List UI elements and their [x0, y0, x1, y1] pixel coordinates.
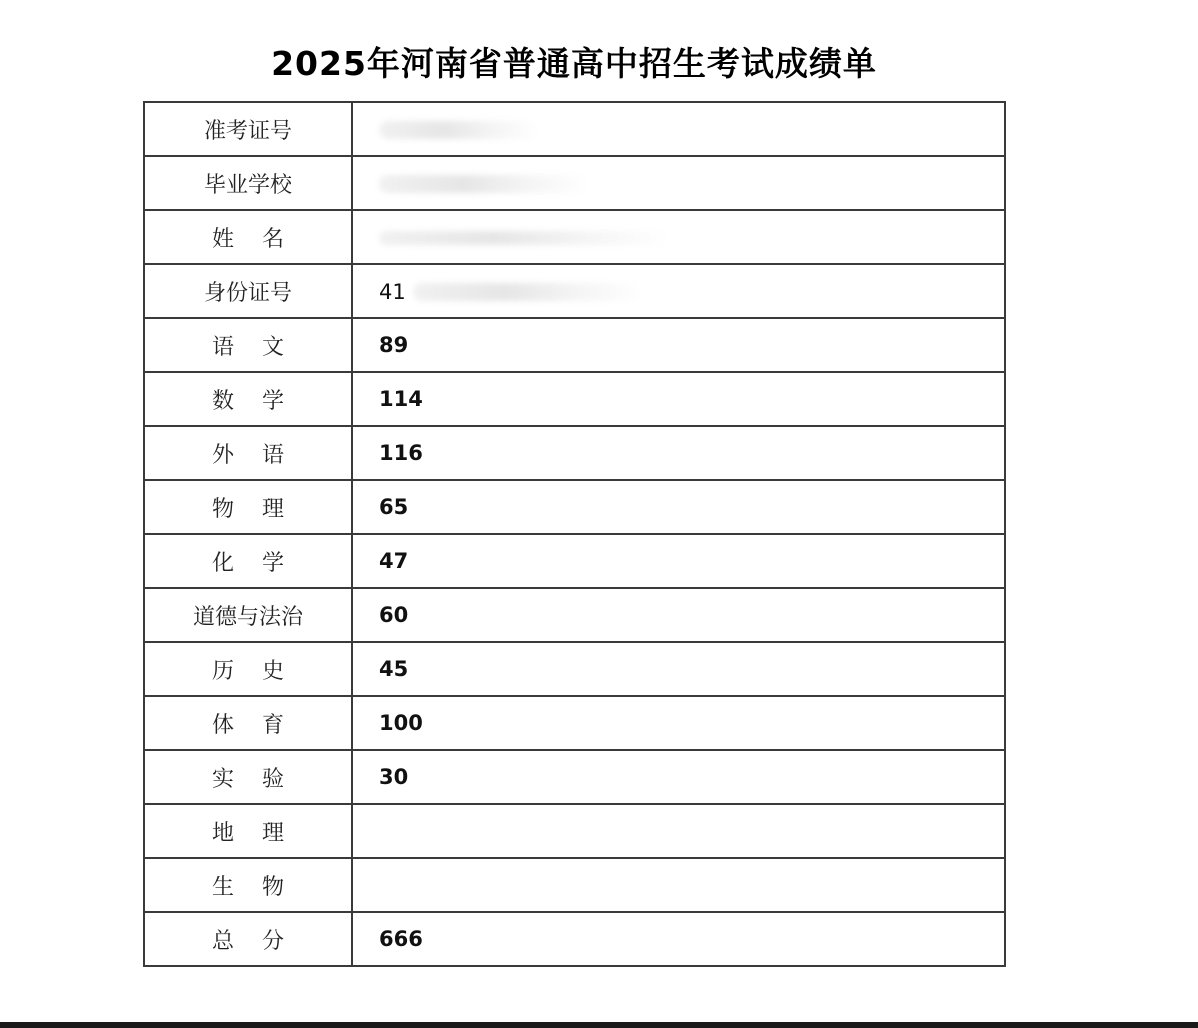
table-row [144, 804, 1005, 858]
value-history: 45 [352, 642, 1005, 696]
page-title: 2025年河南省普通高中招生考试成绩单 [271, 44, 877, 83]
label-chinese: 语文 [144, 318, 352, 372]
value-pe: 100 [352, 696, 1005, 750]
value-admission-number [352, 102, 1005, 156]
redacted-block [379, 231, 669, 245]
table-row [144, 912, 1005, 966]
value-morality-law: 60 [352, 588, 1005, 642]
table-row [144, 264, 1005, 318]
table-row [144, 480, 1005, 534]
table-row [144, 588, 1005, 642]
label-morality-law: 道德与法治 [144, 588, 352, 642]
table-row [144, 210, 1005, 264]
label-physics: 物理 [144, 480, 352, 534]
table-row [144, 156, 1005, 210]
redacted-block [379, 175, 589, 193]
table-row [144, 642, 1005, 696]
label-name: 姓名 [144, 210, 352, 264]
value-name [352, 210, 1005, 264]
redacted-block [379, 121, 539, 139]
label-school: 毕业学校 [144, 156, 352, 210]
value-experiment: 30 [352, 750, 1005, 804]
value-chemistry: 47 [352, 534, 1005, 588]
label-geography: 地理 [144, 804, 352, 858]
label-admission-number: 准考证号 [144, 102, 352, 156]
label-biology: 生物 [144, 858, 352, 912]
table-row [144, 858, 1005, 912]
value-math: 114 [352, 372, 1005, 426]
value-school [352, 156, 1005, 210]
table-row [144, 750, 1005, 804]
label-experiment: 实验 [144, 750, 352, 804]
score-table [143, 101, 1006, 967]
table-row [144, 102, 1005, 156]
table-row [144, 534, 1005, 588]
label-math: 数学 [144, 372, 352, 426]
redacted-block [413, 283, 643, 301]
value-chinese: 89 [352, 318, 1005, 372]
value-foreign-language: 116 [352, 426, 1005, 480]
table-row [144, 372, 1005, 426]
label-history: 历史 [144, 642, 352, 696]
value-physics: 65 [352, 480, 1005, 534]
id-prefix: 41 [379, 279, 406, 304]
label-chemistry: 化学 [144, 534, 352, 588]
table-row [144, 696, 1005, 750]
label-pe: 体育 [144, 696, 352, 750]
value-geography [352, 804, 1005, 858]
value-biology [352, 858, 1005, 912]
value-total-score: 666 [352, 912, 1005, 966]
label-id-number: 身份证号 [144, 264, 352, 318]
label-total-score: 总分 [144, 912, 352, 966]
bottom-edge-bar [0, 1022, 1198, 1028]
value-id-number [352, 264, 1005, 318]
label-foreign-language: 外语 [144, 426, 352, 480]
table-row [144, 318, 1005, 372]
table-row [144, 426, 1005, 480]
